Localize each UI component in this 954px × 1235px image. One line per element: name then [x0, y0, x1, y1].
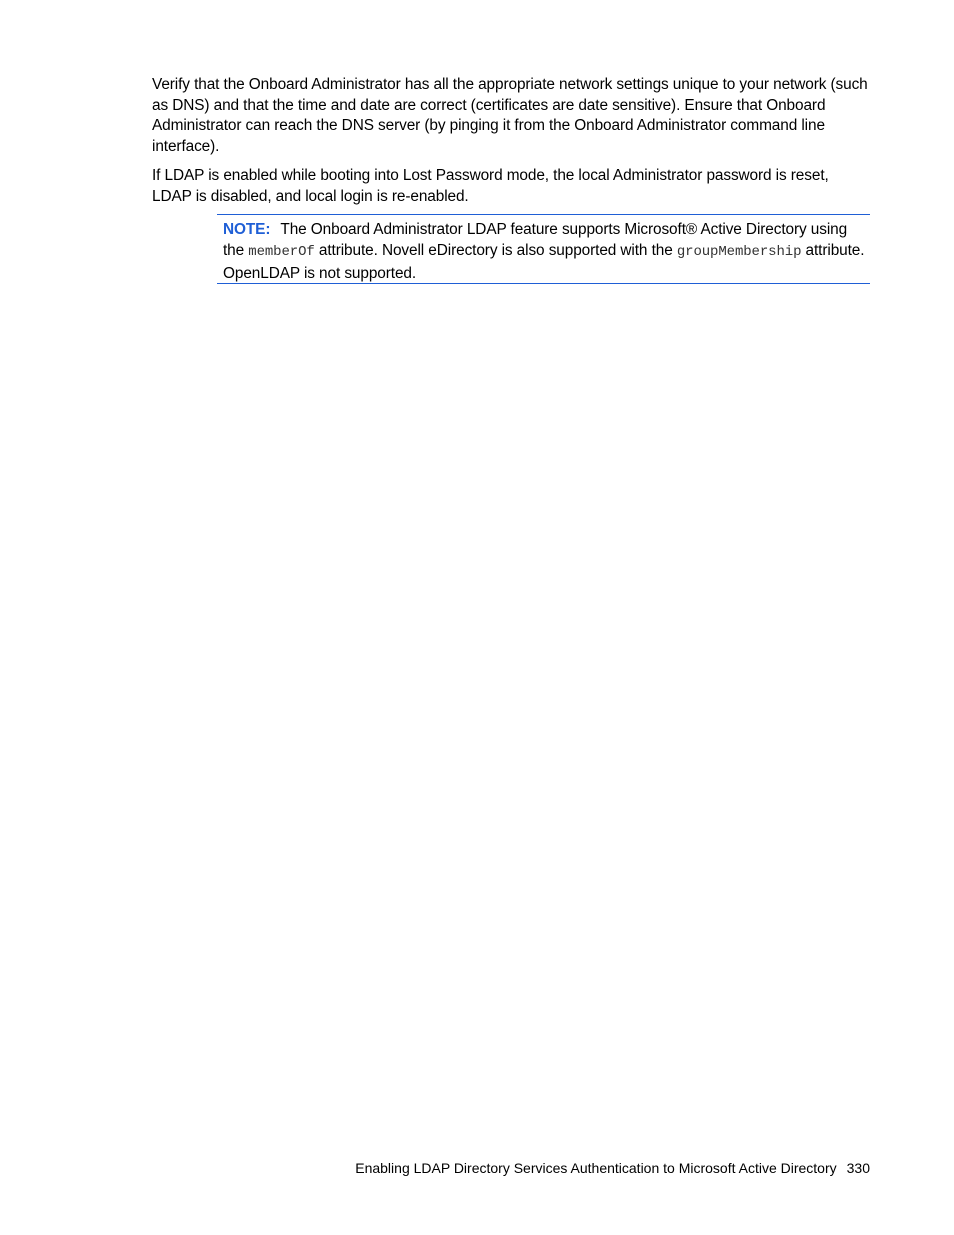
note-callout: [217, 214, 870, 284]
body-paragraph-dns-settings: Verify that the Onboard Administrator has all the appropriate network settings unique to your network (such as DNS) and that the time and date are correct (certificates are date sensitive). Ensure that Onboard Administrator can reach the DNS server (by pinging it from the Onboard Administrator command line interface).: [152, 76, 868, 155]
code-memberof: memberOf: [248, 244, 315, 260]
note-text-part-2: attribute. Novell eDirectory is also supported with the: [314, 242, 677, 259]
page-number: 330: [846, 1160, 870, 1176]
note-text: [223, 219, 869, 284]
note-text-part-1: The Onboard Administrator LDAP feature supports Microsoft® Active Directory using the: [223, 221, 848, 259]
body-paragraph-lost-password: If LDAP is enabled while booting into Lost Password mode, the local Administrator password is reset, LDAP is disabled, and local login is re-enabled.: [152, 167, 829, 205]
footer-chapter-title: Enabling LDAP Directory Services Authentication to Microsoft Active Directory: [355, 1160, 837, 1176]
note-text-part-3: attribute. OpenLDAP is not supported.: [223, 242, 865, 282]
code-groupmembership: groupMembership: [676, 244, 802, 260]
page-footer: [355, 1158, 870, 1178]
note-label: NOTE:: [223, 221, 271, 238]
